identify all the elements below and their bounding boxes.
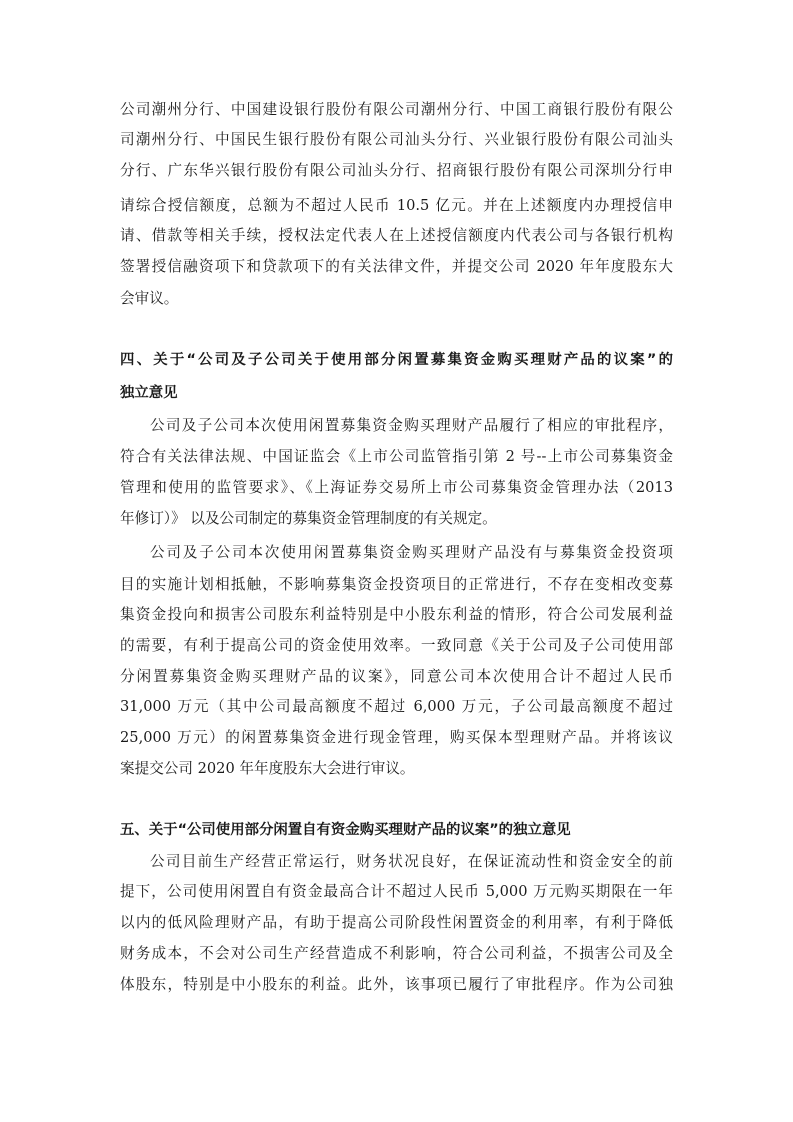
text-line: 以内的低风险理财产品，有助于提高公司阶段性闲置资金的利用率，有利于降低 [120,914,673,931]
text-line: 分行、广东华兴银行股份有限公司汕头分行、招商银行股份有限公司深圳分行申 [120,162,673,179]
text-line: 公司目前生产经营正常运行，财务状况良好，在保证流动性和资金安全的前 [150,853,673,870]
text-line: 财务成本，不会对公司生产经营造成不利影响，符合公司利益，不损害公司及全 [120,945,673,962]
text-line: 分闲置募集资金购买理财产品的议案》，同意公司本次使用合计不超过人民币 [120,668,673,685]
text-line: 25,000 万元）的闲置募集资金进行现金管理，购买保本型理财产品。并将该议 [120,729,673,746]
text-line: 公司及子公司本次使用闲置募集资金购买理财产品履行了相应的审批程序， [150,417,673,434]
text-line: 会审议。 [120,290,179,307]
section-4-heading: 四、关于“公司及子公司关于使用部分闲置募集资金购买理财产品的议案”的 [120,352,673,368]
text-line: 体股东，特别是中小股东的利益。此外，该事项已履行了审批程序。作为公司独 [120,976,673,993]
text-line: 公司潮州分行、中国建设银行股份有限公司潮州分行、中国工商银行股份有限公 [120,101,673,118]
text-line: 请综合授信额度，总额为不超过人民币 10.5 亿元。并在上述额度内办理授信申 [120,197,673,214]
text-line: 公司及子公司本次使用闲置募集资金购买理财产品没有与募集资金投资项 [150,544,673,561]
text-line: 集资金投向和损害公司股东利益特别是中小股东利益的情形，符合公司发展利益 [120,606,673,623]
text-line: 31,000 万元（其中公司最高额度不超过 6,000 万元，子公司最高额度不超过 [120,698,673,715]
text-line: 司潮州分行、中国民生银行股份有限公司汕头分行、兴业银行股份有限公司汕头 [120,131,673,148]
text-line: 年修订）》 以及公司制定的募集资金管理制度的有关规定。 [120,510,497,527]
section-5-heading: 五、关于“公司使用部分闲置自有资金购买理财产品的议案”的独立意见 [120,822,571,838]
text-line: 请、借款等相关手续，授权法定代表人在上述授信额度内代表公司与各银行机构 [120,227,673,244]
text-line: 管理和使用的监管要求》、《上海证券交易所上市公司募集资金管理办法（2013 [120,479,673,496]
section-4-heading-cont: 独立意见 [120,385,178,401]
text-line: 案提交公司 2020 年年度股东大会进行审议。 [120,760,415,777]
text-line: 签署授信融资项下和贷款项下的有关法律文件，并提交公司 2020 年年度股东大 [120,258,673,275]
text-line: 提下，公司使用闲置自有资金最高合计不超过人民币 5,000 万元购买期限在一年 [120,883,673,900]
text-line: 符合有关法律法规、中国证监会《上市公司监管指引第 2 号--上市公司募集资金 [120,448,673,465]
text-line: 目的实施计划相抵触，不影响募集资金投资项目的正常进行，不存在变相改变募 [120,576,673,593]
text-line: 的需要，有利于提高公司的资金使用效率。一致同意《关于公司及子公司使用部 [120,637,673,654]
